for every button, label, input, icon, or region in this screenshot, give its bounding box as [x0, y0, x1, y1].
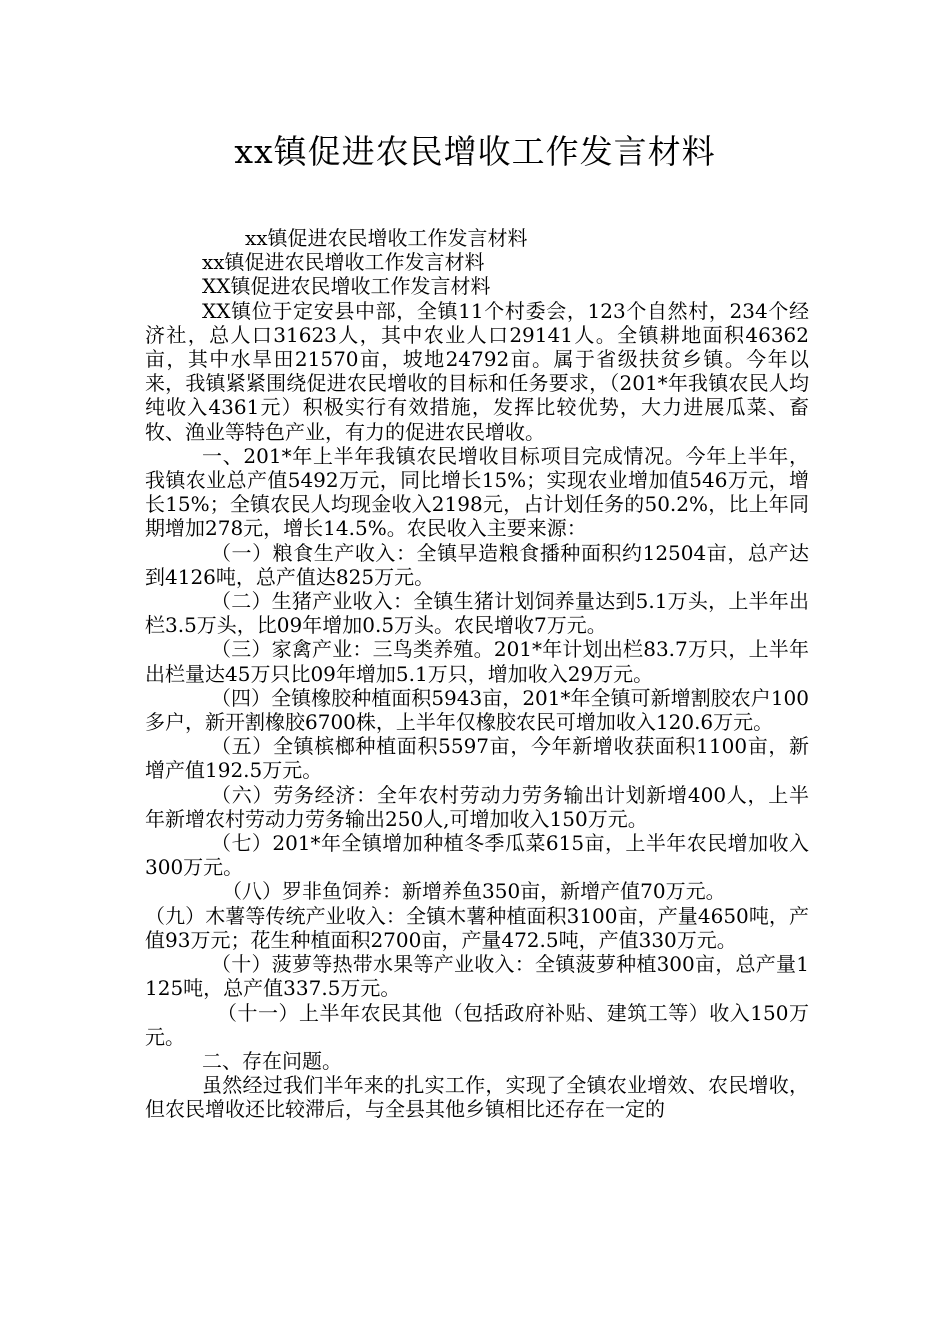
paragraph-16: （十一）上半年农民其他（包括政府补贴、建筑工等）收入150万元。 [145, 1000, 809, 1049]
paragraph-11: （六）劳务经济：全年农村劳动力劳务输出计划新增400人，上半年新增农村劳动力劳务输出250人,可增加收入150万元。 [145, 782, 809, 831]
paragraph-9: （四）全镇橡胶种植面积5943亩，201*年全镇可新增割胶农户100多户，新开割橡胶6700株，上半年仅橡胶农民可增加收入120.6万元。 [145, 685, 809, 735]
paragraph-15: （十）菠萝等热带水果等产业收入：全镇菠萝种植300亩，总产量1125吨，总产值337.5万元。 [145, 952, 809, 1001]
paragraph-12: （七）201*年全镇增加种植冬季瓜菜615亩，上半年农民增加收入300万元。 [145, 831, 809, 880]
paragraph-17: 二、存在问题。 [202, 1048, 342, 1073]
paragraph-8: （三）家禽产业：三鸟类养殖。201*年计划出栏83.7万只，上半年出栏量达45万只比09年增加5.1万只，增加收入29万元。 [145, 637, 809, 686]
paragraph-5: 一、201*年上半年我镇农民增收目标项目完成情况。今年上半年，我镇农业总产值5492万元，同比增长15%；实现农业增加值546万元，增长15%；全镇农民人均现金收入2198元，占计划任务的50.2%，比上年同期增加278元，增长14.5%。农民收入主要来源： [145, 443, 809, 541]
paragraph-2: xx镇促进农民增收工作发言材料 [202, 250, 485, 275]
paragraph-6: （一）粮食生产收入：全镇早造粮食播种面积约12504亩，总产达到4126吨，总产值达825万元。 [145, 540, 809, 589]
paragraph-10: （五）全镇槟榔种植面积5597亩，今年新增收获面积1100亩，新增产值192.5万元。 [145, 734, 809, 783]
document-title: xx镇促进农民增收工作发言材料 [234, 132, 716, 171]
paragraph-1: xx镇促进农民增收工作发言材料 [245, 226, 528, 250]
paragraph-3: XX镇促进农民增收工作发言材料 [202, 274, 491, 299]
paragraph-4: XX镇位于定安县中部，全镇11个村委会，123个自然村，234个经济社，总人口31623人，其中农业人口29141人。全镇耕地面积46362亩，其中水旱田21570亩，坡地24792亩。属于省级扶贫乡镇。今年以来，我镇紧紧围绕促进农民增收的目标和任务要求，（201*年我镇农民人均纯收入4361元）积极实行有效措施，发挥比较优势，大力进展瓜菜、畜牧、渔业等特色产业，有力的促进农民增收。 [145, 298, 809, 444]
paragraph-18: 虽然经过我们半年来的扎实工作，实现了全镇农业增效、农民增收，但农民增收还比较滞后，与全县其他乡镇相比还存在一定的 [145, 1073, 809, 1122]
document-body [145, 226, 809, 1122]
paragraph-13: （八）罗非鱼饲养：新增养鱼350亩，新增产值70万元。 [222, 879, 726, 904]
paragraph-7: （二）生猪产业收入：全镇生猪计划饲养量达到5.1万头，上半年出栏3.5万头，比09年增加0.5万头。农民增收7万元。 [145, 589, 809, 638]
paragraph-14: （九）木薯等传统产业收入：全镇木薯种植面积3100亩，产量4650吨，产值93万元；花生种植面积2700亩，产量472.5吨，产值330万元。 [145, 903, 809, 952]
